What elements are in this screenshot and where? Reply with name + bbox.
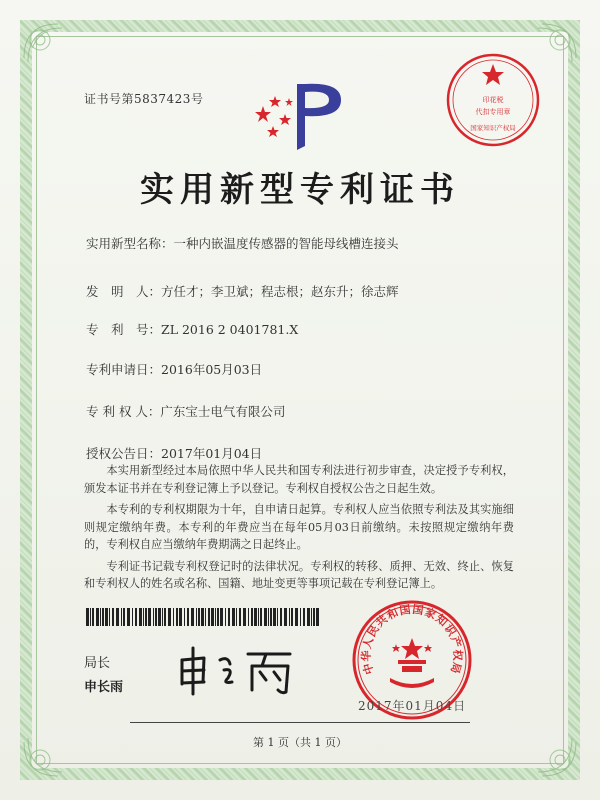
- barcode-bar: [232, 608, 235, 626]
- svg-text:国家知识产权局: 国家知识产权局: [470, 124, 516, 132]
- barcode-bar: [173, 608, 174, 626]
- footer-divider: [0, 722, 600, 723]
- field-label: 发 明 人：: [86, 284, 162, 299]
- barcode-bar: [236, 608, 237, 626]
- svg-text:代扣专用章: 代扣专用章: [475, 108, 511, 116]
- barcode-bar: [168, 608, 171, 626]
- handwritten-signature: [170, 638, 310, 698]
- barcode-bar: [260, 608, 262, 626]
- barcode-bar: [313, 608, 315, 626]
- barcode-bar: [208, 608, 210, 626]
- barcode-bar: [121, 608, 122, 626]
- body-paragraph: 本专利的专利权期限为十年，自申请日起算。专利权人应当依照专利法及其实施细则规定缴纳年费。本专利的年费应当在每年05月03日前缴纳。未按照规定缴纳年费的，专利权自应当缴纳年费期满之日起终止。: [84, 503, 514, 551]
- field-inventor: [86, 282, 399, 300]
- barcode-bar: [187, 608, 189, 626]
- barcode-bar: [164, 608, 166, 626]
- barcode-bar: [155, 608, 157, 626]
- seal-date: 2017年01月04日: [358, 699, 467, 713]
- barcode-bar: [196, 608, 197, 626]
- barcode-bar: [109, 608, 110, 626]
- body-paragraph: 本实用新型经过本局依照中华人民共和国专利法进行初步审查，决定授予专利权，颁发本证书并在专利登记簿上予以登记。专利权自授权公告之日起生效。: [84, 464, 514, 495]
- barcode-bar: [143, 608, 144, 626]
- barcode-bar: [254, 608, 257, 626]
- barcode-bar: [176, 608, 178, 626]
- barcode-bar: [116, 608, 119, 626]
- barcode-bar: [198, 608, 200, 626]
- body-paragraph: 专利证书记载专利权登记时的法律状况。专利权的转移、质押、无效、终止、恢复和专利权人的姓名或名称、国籍、地址变更等事项记载在专利登记簿上。: [84, 559, 514, 590]
- barcode-bar: [284, 608, 287, 626]
- barcode-bar: [289, 608, 290, 626]
- field-utility-model-name: [86, 234, 399, 252]
- barcode-bar: [96, 608, 99, 626]
- field-filing-date: [86, 360, 262, 378]
- corner-ornament: [18, 18, 88, 88]
- barcode-bar: [86, 608, 89, 626]
- field-label: 实用新型名称：: [86, 236, 174, 251]
- seal-ring-text: 中华人民共和国国家知识产权局: [359, 602, 465, 676]
- barcode-bar: [205, 608, 206, 626]
- field-value: 方任才；李卫斌；程志根；赵东升；徐志辉: [161, 284, 399, 299]
- certificate-number: 证书号第5837423号: [84, 92, 204, 106]
- barcode-bar: [307, 608, 310, 626]
- barcode-bar: [291, 608, 293, 626]
- barcode-bar: [268, 608, 269, 626]
- barcode-bar: [273, 608, 276, 626]
- barcode-bar: [311, 608, 312, 626]
- barcode-bar: [105, 608, 108, 626]
- field-value: ZL 2016 2 0401781.X: [161, 322, 299, 337]
- barcode-bar: [303, 608, 305, 626]
- field-label: 专 利 权 人：: [86, 404, 161, 419]
- barcode-bar: [228, 608, 230, 626]
- barcode-bar: [201, 608, 204, 626]
- barcode-bar: [135, 608, 137, 626]
- barcode-bar: [123, 608, 125, 626]
- field-value: 一种内嵌温度传感器的智能母线槽连接头: [173, 236, 399, 251]
- barcode-bar: [145, 608, 147, 626]
- barcode-bar: [215, 608, 216, 626]
- certificate-title: 实用新型专利证书: [140, 170, 460, 210]
- patent-office-emblem-icon: [245, 76, 355, 156]
- barcode-bar: [158, 608, 161, 626]
- barcode-bar: [139, 608, 142, 626]
- barcode-bar: [112, 608, 114, 626]
- barcode-bar: [316, 608, 319, 626]
- certificate-body: [84, 462, 514, 597]
- field-patent-number: [86, 320, 298, 338]
- barcode-bar: [90, 608, 91, 626]
- barcode-bar: [179, 608, 182, 626]
- barcode-bar: [153, 608, 154, 626]
- barcode-bar: [243, 608, 246, 626]
- field-grant-date: [86, 444, 262, 462]
- field-label: 授权公告日：: [86, 446, 162, 461]
- barcode-bar: [211, 608, 214, 626]
- barcode-bar: [300, 608, 301, 626]
- barcode-bar: [132, 608, 133, 626]
- field-value: 2016年05月03日: [161, 362, 263, 377]
- barcode-bar: [102, 608, 104, 626]
- barcode-bar: [270, 608, 272, 626]
- barcode-bar: [239, 608, 241, 626]
- field-value: 广东宝士电气有限公司: [160, 404, 286, 419]
- field-value: 2017年01月04日: [161, 446, 263, 461]
- barcode-bar: [92, 608, 94, 626]
- barcode-bar: [277, 608, 278, 626]
- signature-title: 局长: [84, 656, 111, 671]
- barcode-bar: [191, 608, 194, 626]
- barcode-bar: [264, 608, 267, 626]
- barcode: [86, 608, 322, 626]
- barcode-bar: [258, 608, 259, 626]
- barcode-bar: [184, 608, 185, 626]
- signature-name: 申长雨: [84, 680, 124, 695]
- barcode-bar: [220, 608, 223, 626]
- barcode-bar: [295, 608, 298, 626]
- barcode-bar: [148, 608, 151, 626]
- barcode-bar: [127, 608, 130, 626]
- field-patentee: [86, 402, 285, 420]
- barcode-bar: [251, 608, 253, 626]
- page-footer: 第 1 页（共 1 页）: [253, 736, 347, 749]
- field-label: 专 利 号：: [86, 322, 162, 337]
- tax-stamp-seal: [443, 50, 543, 150]
- field-label: 专利申请日：: [86, 362, 162, 377]
- barcode-bar: [280, 608, 282, 626]
- barcode-bar: [248, 608, 249, 626]
- svg-text:印花税: 印花税: [482, 96, 504, 104]
- barcode-bar: [217, 608, 219, 626]
- barcode-bar: [225, 608, 226, 626]
- barcode-bar: [162, 608, 163, 626]
- barcode-bar: [100, 608, 101, 626]
